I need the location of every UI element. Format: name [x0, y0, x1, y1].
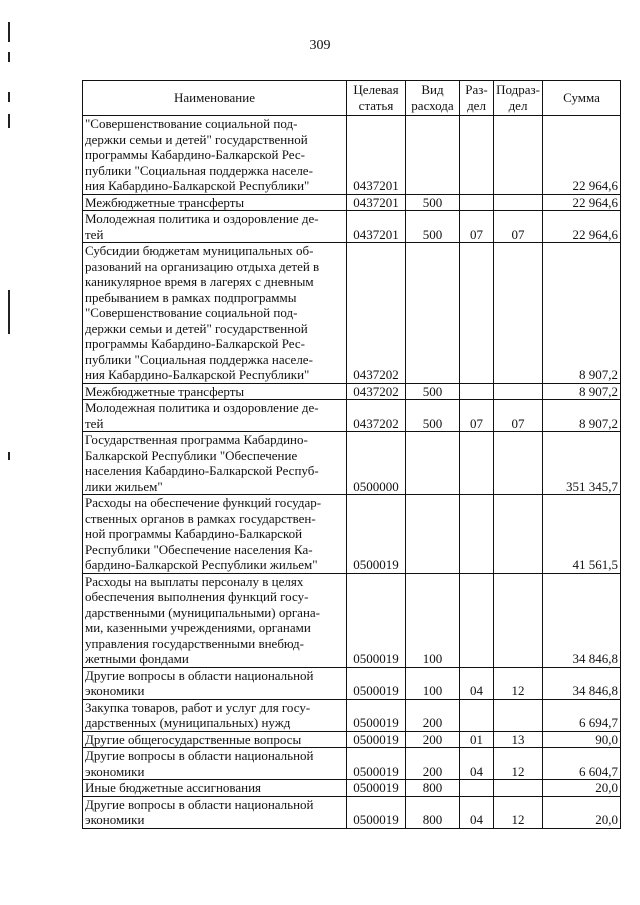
page-number: 309 — [309, 38, 331, 53]
cell-name: Субсидии бюджетам муниципальных об- разований на организацию отдыха детей в каникулярное время в лагерях с дневным пребыванием в рамках подпрограммы "Совершенствование социальной под- держки семьи и детей" государственной программы Кабардино-Балкарской Рес- публики "Социальная поддержка населе- ния Кабардино-Балкарской Республики" — [83, 243, 347, 384]
cell-expense-type — [406, 432, 460, 495]
table-row — [83, 383, 621, 400]
cell-section: 04 — [460, 667, 494, 699]
cell-name: Молодежная политика и оздоровление де- тей — [83, 211, 347, 243]
cell-name: Другие вопросы в области национальной экономики — [83, 748, 347, 780]
table-row — [83, 400, 621, 432]
cell-sum: 22 964,6 — [543, 194, 621, 211]
cell-sum: 8 907,2 — [543, 400, 621, 432]
header-name: Наименование — [83, 81, 347, 116]
cell-target-article: 0500019 — [347, 699, 406, 731]
table-row — [83, 748, 621, 780]
cell-section: 04 — [460, 796, 494, 828]
cell-section — [460, 699, 494, 731]
header-expense-type — [406, 81, 460, 116]
cell-expense-type: 100 — [406, 573, 460, 667]
cell-subsection — [494, 699, 543, 731]
cell-sum: 20,0 — [543, 780, 621, 797]
cell-subsection — [494, 432, 543, 495]
cell-name: Другие вопросы в области национальной экономики — [83, 796, 347, 828]
cell-target-article: 0500019 — [347, 796, 406, 828]
header-line: статья — [358, 98, 394, 113]
cell-section — [460, 243, 494, 384]
header-line: Подраз- — [496, 82, 540, 97]
cell-sum: 34 846,8 — [543, 573, 621, 667]
cell-target-article: 0500019 — [347, 780, 406, 797]
cell-subsection: 07 — [494, 211, 543, 243]
cell-name: Межбюджетные трансферты — [83, 194, 347, 211]
cell-subsection: 12 — [494, 667, 543, 699]
header-section — [460, 81, 494, 116]
table-row — [83, 780, 621, 797]
cell-target-article: 0437202 — [347, 400, 406, 432]
cell-expense-type — [406, 243, 460, 384]
cell-name: Межбюджетные трансферты — [83, 383, 347, 400]
cell-subsection — [494, 116, 543, 195]
cell-sum: 8 907,2 — [543, 383, 621, 400]
cell-section: 07 — [460, 211, 494, 243]
header-line: Вид — [421, 82, 444, 97]
table-row — [83, 495, 621, 574]
header-line: Раз- — [465, 82, 488, 97]
cell-subsection: 13 — [494, 731, 543, 748]
table-row — [83, 731, 621, 748]
table-row — [83, 194, 621, 211]
table-row — [83, 432, 621, 495]
cell-section: 01 — [460, 731, 494, 748]
cell-sum: 8 907,2 — [543, 243, 621, 384]
cell-expense-type: 500 — [406, 400, 460, 432]
cell-expense-type: 100 — [406, 667, 460, 699]
cell-target-article: 0500019 — [347, 573, 406, 667]
table-row — [83, 667, 621, 699]
cell-section — [460, 194, 494, 211]
table-row — [83, 796, 621, 828]
margin-mark — [8, 92, 10, 102]
header-sum: Сумма — [543, 81, 621, 116]
cell-name: Расходы на обеспечение функций государ- ственных органов в рамках государствен- ной программы Кабардино-Балкарской Республики "Обеспечение населения Ка- бардино-Балкарской Республики жильем" — [83, 495, 347, 574]
cell-subsection — [494, 383, 543, 400]
table-row — [83, 116, 621, 195]
cell-name: "Совершенствование социальной под- держки семьи и детей" государственной программы Кабардино-Балкарской Рес- публики "Социальная поддержка населе- ния Кабардино-Балкарской Республики" — [83, 116, 347, 195]
cell-subsection — [494, 194, 543, 211]
cell-target-article: 0500019 — [347, 495, 406, 574]
cell-sum: 20,0 — [543, 796, 621, 828]
cell-section — [460, 573, 494, 667]
cell-target-article: 0500000 — [347, 432, 406, 495]
cell-section: 07 — [460, 400, 494, 432]
cell-target-article: 0500019 — [347, 731, 406, 748]
cell-name: Молодежная политика и оздоровление де- тей — [83, 400, 347, 432]
cell-subsection — [494, 573, 543, 667]
margin-mark — [8, 114, 10, 128]
header-subsection — [494, 81, 543, 116]
cell-subsection: 12 — [494, 796, 543, 828]
cell-expense-type: 500 — [406, 194, 460, 211]
margin-mark — [8, 452, 10, 460]
cell-expense-type — [406, 116, 460, 195]
cell-subsection — [494, 243, 543, 384]
cell-expense-type: 200 — [406, 748, 460, 780]
cell-subsection — [494, 780, 543, 797]
cell-name: Расходы на выплаты персоналу в целях обеспечения выполнения функций госу- дарственными (муниципальными) органа- ми, казенными учреждениями, органами управления государственными внебюд- жетными фондами — [83, 573, 347, 667]
cell-target-article: 0437202 — [347, 243, 406, 384]
cell-name: Другие общегосударственные вопросы — [83, 731, 347, 748]
cell-sum: 22 964,6 — [543, 211, 621, 243]
budget-table — [82, 80, 621, 829]
cell-sum: 34 846,8 — [543, 667, 621, 699]
cell-section — [460, 116, 494, 195]
header-line: дел — [467, 98, 486, 113]
cell-section: 04 — [460, 748, 494, 780]
cell-expense-type — [406, 495, 460, 574]
header-line: дел — [508, 98, 528, 113]
cell-target-article: 0500019 — [347, 667, 406, 699]
cell-expense-type: 800 — [406, 796, 460, 828]
cell-name: Другие вопросы в области национальной экономики — [83, 667, 347, 699]
cell-name: Государственная программа Кабардино- Балкарской Республики "Обеспечение населения Кабардино-Балкарской Респуб- лики жильем" — [83, 432, 347, 495]
cell-target-article: 0500019 — [347, 748, 406, 780]
cell-sum: 351 345,7 — [543, 432, 621, 495]
cell-section — [460, 780, 494, 797]
cell-sum: 22 964,6 — [543, 116, 621, 195]
header-target-article — [347, 81, 406, 116]
cell-expense-type: 200 — [406, 731, 460, 748]
header-line: расхода — [411, 98, 454, 113]
header-line: Целевая — [353, 82, 399, 97]
cell-expense-type: 500 — [406, 211, 460, 243]
cell-sum: 90,0 — [543, 731, 621, 748]
cell-sum: 6 694,7 — [543, 699, 621, 731]
cell-sum: 41 561,5 — [543, 495, 621, 574]
margin-mark — [8, 290, 10, 334]
cell-name: Закупка товаров, работ и услуг для госу- дарственных (муниципальных) нужд — [83, 699, 347, 731]
cell-section — [460, 383, 494, 400]
cell-target-article: 0437201 — [347, 194, 406, 211]
cell-expense-type: 800 — [406, 780, 460, 797]
cell-target-article: 0437201 — [347, 211, 406, 243]
cell-sum: 6 604,7 — [543, 748, 621, 780]
table-row — [83, 573, 621, 667]
cell-target-article: 0437201 — [347, 116, 406, 195]
table-row — [83, 699, 621, 731]
cell-section — [460, 432, 494, 495]
cell-target-article: 0437202 — [347, 383, 406, 400]
table-row — [83, 211, 621, 243]
cell-expense-type: 200 — [406, 699, 460, 731]
cell-section — [460, 495, 494, 574]
cell-name: Иные бюджетные ассигнования — [83, 780, 347, 797]
table-row — [83, 243, 621, 384]
cell-subsection: 07 — [494, 400, 543, 432]
cell-subsection: 12 — [494, 748, 543, 780]
table-header-row — [83, 81, 621, 116]
cell-expense-type: 500 — [406, 383, 460, 400]
cell-subsection — [494, 495, 543, 574]
